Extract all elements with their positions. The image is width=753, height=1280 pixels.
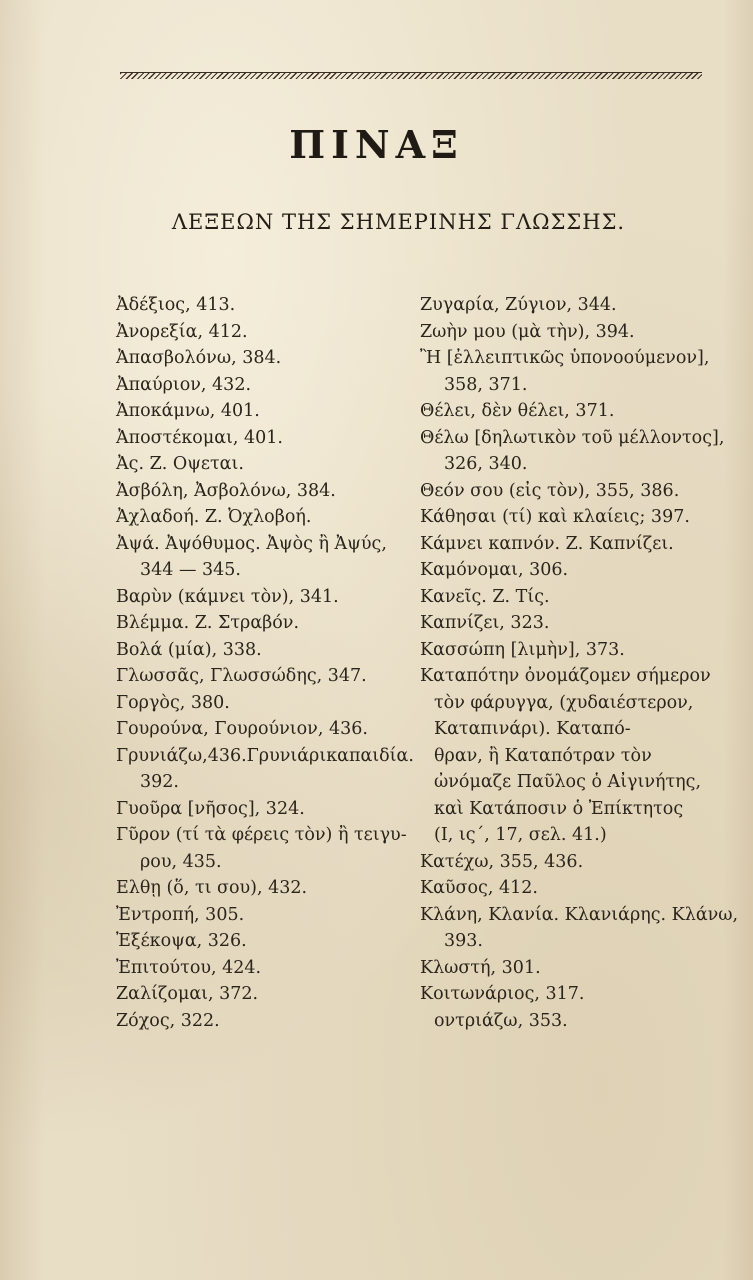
index-entry: Ἀς. Ζ. Οψεται. [116,454,244,474]
index-entry: Ἀποστέκομαι, 401. [116,427,283,448]
index-entry: Ζωὴν μου (μὰ τὴν), 394. [420,321,635,342]
index-entry: Ἀσβόλη, Ἀσβολόνω, 384. [116,480,336,501]
index-entry-continuation: 344 — 345. [140,560,241,580]
index-entry: Γλωσσᾶς, Γλωσσώδης, 347. [116,666,367,686]
index-entry-continuation: 326, 340. [444,454,528,474]
index-entry: Ἐντροπή, 305. [116,904,245,925]
index-entry: Κάμνει καπνόν. Ζ. Καπνίζει. [420,533,674,554]
index-entry: Ἀδέξιος, 413. [116,295,236,315]
index-entry: Καῦσος, 412. [420,878,538,898]
index-entry: Ἀχλαδοή. Ζ. Ὀχλοβοή. [116,507,312,527]
index-entry: Ελθῃ (ὅ, τι σου), 432. [116,878,308,898]
index-entry: Βλέμμα. Ζ. Στραβόν. [116,613,300,633]
page-subtitle: ΛΕΞΕΩΝ ΤΗΣ ΣΗΜΕΡΙΝΗΣ ΓΛΩΣΣΗΣ. [171,210,626,234]
index-entry: Γυοῦρα [νῆσος], 324. [116,798,305,819]
index-entry: Βαρὺν (κάμνει τὸν), 341. [116,586,339,607]
index-entry: Γρυνιάζω,436.Γρυνιάρικαπαιδία. [116,745,414,766]
index-entry-continuation: 358, 371. [444,374,528,395]
index-entry: Γῦρον (τί τὰ φέρεις τὸν) ἢ τειγυ- [116,825,407,845]
index-entry: Ἐπιτούτου, 424. [116,957,262,978]
index-entry: Βολά (μία), 338. [116,639,262,660]
index-entry: Κλωστή, 301. [420,957,541,978]
index-entry-continuation: καὶ Κατάποσιν ὁ Ἐπίκτητος [434,798,684,819]
index-entry: Θέλει, δὲν θέλει, 371. [420,401,615,421]
index-entry: Καταπότην ὀνομάζομεν σήμερον [420,666,711,686]
index-entry: Ἀψά. Ἀψόθυμος. Ἀψὸς ἢ Ἀψύς, [116,533,387,554]
index-entry: Ἀπαύριον, 432. [116,374,252,395]
index-entry: Ζόχος, 322. [116,1010,220,1031]
index-entry-continuation: 392. [140,772,179,792]
index-entry-continuation: Καταπινάρι). Καταπό- [434,719,631,739]
index-entry: Κατέχω, 355, 436. [420,851,584,872]
index-entry: Ἢ [ἐλλειπτικῶς ὑπονοούμενον], [420,348,710,368]
index-entry: Ἀποκάμνω, 401. [116,401,260,421]
page-title: ΠΙΝΑΞ [289,122,464,167]
index-entry-continuation: (Ι, ις´, 17, σελ. 41.) [434,825,607,845]
index-entry: Ἀπασβολόνω, 384. [116,348,282,368]
index-entry: Θεόν σου (εἰς τὸν), 355, 386. [420,480,680,501]
index-entry: Ἐξέκοψα, 326. [116,931,247,951]
index-entry-continuation: ὠνόμαζε Παῦλος ὁ Αἰγινήτης, [434,772,702,792]
index-entry: Κανεῖς. Ζ. Τίς. [420,586,550,607]
ornamental-rule [120,72,702,79]
index-entry-continuation: 393. [444,931,483,951]
index-entry: Θέλω [δηλωτικὸν τοῦ μέλλοντος], [420,427,725,448]
index-entry: Ζαλίζομαι, 372. [116,984,259,1004]
index-entry: Κασσώπη [λιμὴν], 373. [420,639,625,660]
index-entry: Ἀνορεξία, 412. [116,321,248,342]
index-column-right [420,292,739,1034]
index-entry: Ζυγαρία, Ζύγιον, 344. [420,295,617,315]
index-entry: Κοιτωνάριος, 317. [420,984,585,1004]
index-entry-continuation: ρου, 435. [140,851,222,872]
index-entry-continuation: θραν, ἢ Καταπότραν τὸν [434,745,652,766]
index-entry: Κλάνη, Κλανία. Κλανιάρης. Κλάνω, [420,904,739,925]
index-entry: Γοργὸς, 380. [116,692,230,713]
index-entry: Κάθησαι (τί) καὶ κλαίεις; 397. [420,507,690,527]
index-entry: Καπνίζει, 323. [420,613,550,633]
index-entry: Γουρούνα, Γουρούνιον, 436. [116,719,368,739]
index-entry: Καμόνομαι, 306. [420,560,569,580]
index-entry-continuation: τὸν φάρυγγα, (χυδαιέστερον, [434,692,694,713]
index-column-left [116,292,414,1034]
index-entry-continuation: οντριάζω, 353. [434,1010,568,1031]
